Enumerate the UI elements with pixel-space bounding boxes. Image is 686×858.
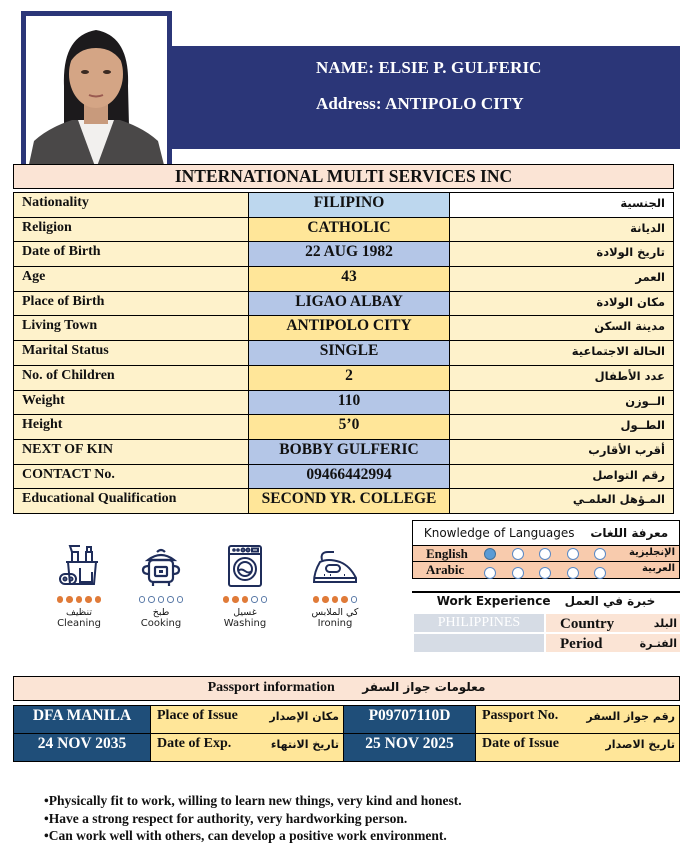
info-label: No. of Children — [14, 365, 249, 390]
info-value: LIGAO ALBAY — [249, 291, 450, 316]
info-label-ar: المـؤهل العلمـي — [450, 489, 674, 514]
passport-row-1 — [14, 706, 680, 734]
work-country-label: Country — [560, 616, 615, 632]
skill-label-ar: طبخ — [152, 607, 170, 618]
work-period-label: Period — [560, 636, 603, 652]
passport-title: Passport information — [207, 680, 335, 695]
passport-table — [13, 705, 680, 762]
date-of-issue-label-cell — [476, 734, 680, 762]
info-row-next-of-kin — [14, 439, 674, 464]
work-experience-title — [412, 592, 680, 610]
info-value: FILIPINO — [249, 193, 450, 218]
work-experience-grid — [414, 614, 680, 654]
place-of-issue-label: Place of Issue — [157, 708, 238, 723]
date-of-exp-label-cell — [151, 734, 344, 762]
skill-cleaning — [39, 540, 119, 630]
passport-header — [13, 676, 680, 701]
info-label-ar: الــوزن — [450, 390, 674, 415]
languages-title-ar: معرفة اللغات — [590, 526, 669, 540]
info-label-ar: الطــول — [450, 415, 674, 440]
language-rating — [484, 567, 606, 579]
info-row-nationality — [14, 193, 674, 218]
work-title-en: Work Experience — [436, 594, 551, 608]
info-value: 2 — [249, 365, 450, 390]
info-label-ar: الجنسية — [450, 193, 674, 218]
language-label-ar: الإنجليزية — [628, 547, 675, 558]
date-of-exp-label-ar: تاريخ الانتهاء — [270, 738, 339, 751]
info-row-religion — [14, 217, 674, 242]
work-country-label-ar: البلد — [653, 617, 677, 630]
info-value: SECOND YR. COLLEGE — [249, 489, 450, 514]
date-of-issue-label: Date of Issue — [482, 736, 559, 751]
skill-ironing — [295, 540, 375, 630]
info-label: Educational Qualification — [14, 489, 249, 514]
personal-info-table — [13, 192, 674, 514]
info-label-ar: مدينة السكن — [450, 316, 674, 341]
info-label: Height — [14, 415, 249, 440]
skill-label-ar: تنظيف — [65, 607, 92, 618]
info-label-ar: رقم التواصل — [450, 464, 674, 489]
info-label-ar: عدد الأطفال — [450, 365, 674, 390]
header-banner — [171, 46, 680, 149]
work-period-label-ar: الفتـرة — [639, 637, 677, 650]
date-of-exp-value: 24 NOV 2035 — [14, 734, 151, 762]
remark-item: •Physically fit to work, willing to learn new things, very kind and honest. — [44, 793, 462, 808]
skill-label: Ironing — [317, 618, 353, 629]
info-label-ar: الحالة الاجتماعية — [450, 341, 674, 366]
info-label-ar: الديانة — [450, 217, 674, 242]
remarks — [44, 792, 462, 845]
languages-header — [413, 521, 679, 546]
info-row-height — [14, 415, 674, 440]
info-value: ANTIPOLO CITY — [249, 316, 450, 341]
info-value: 110 — [249, 390, 450, 415]
language-row-arabic — [413, 562, 679, 578]
work-row-period — [414, 634, 680, 652]
info-label: Weight — [14, 390, 249, 415]
rating-dots — [295, 596, 375, 604]
cleaning-icon — [39, 540, 119, 588]
remark-item: •Have a strong respect for authority, very hardworking person. — [44, 810, 408, 826]
language-label-ar: العربية — [642, 563, 675, 574]
info-row-date-of-birth — [14, 242, 674, 267]
skill-label: Cleaning — [57, 618, 101, 629]
passport-row-2 — [14, 734, 680, 762]
remark-item: •Can work well with others, can develop a positive work environment. — [44, 828, 447, 843]
info-label: Nationality — [14, 193, 249, 218]
person-photo-icon — [26, 16, 167, 164]
language-row-english — [413, 546, 679, 562]
languages-box — [412, 520, 680, 579]
date-of-issue-label-ar: تاريخ الاصدار — [605, 738, 675, 751]
info-value: 5’0 — [249, 415, 450, 440]
washing-machine-icon — [205, 540, 285, 588]
skill-label: Cooking — [140, 618, 182, 629]
rating-dots — [205, 596, 285, 604]
info-value: SINGLE — [249, 341, 450, 366]
info-row-age — [14, 267, 674, 292]
place-of-issue-label-cell — [151, 706, 344, 734]
info-value: 43 — [249, 267, 450, 292]
language-label: Arabic — [426, 562, 465, 577]
passport-no-label-cell — [476, 706, 680, 734]
info-label: NEXT OF KIN — [14, 439, 249, 464]
iron-icon — [295, 540, 375, 588]
work-country-value: PHILIPPINES — [414, 614, 544, 632]
info-label: Living Town — [14, 316, 249, 341]
candidate-name: NAME: ELSIE P. GULFERIC — [316, 58, 542, 77]
info-value: 09466442994 — [249, 464, 450, 489]
work-period-label-cell — [546, 634, 680, 652]
date-of-exp-label: Date of Exp. — [157, 736, 232, 751]
place-of-issue-value: DFA MANILA — [14, 706, 151, 734]
language-rating — [484, 548, 606, 560]
work-row-country — [414, 614, 680, 632]
info-label-ar: مكان الولادة — [450, 291, 674, 316]
info-label: CONTACT No. — [14, 464, 249, 489]
info-label: Date of Birth — [14, 242, 249, 267]
info-row-place-of-birth — [14, 291, 674, 316]
work-period-value — [414, 634, 544, 652]
rating-dots — [121, 596, 201, 604]
info-label: Place of Birth — [14, 291, 249, 316]
info-value: BOBBY GULFERIC — [249, 439, 450, 464]
info-label: Religion — [14, 217, 249, 242]
info-row-marital-status — [14, 341, 674, 366]
profile-photo — [21, 11, 172, 164]
skill-label-ar: غسيل — [233, 607, 257, 618]
info-label-ar: تاريخ الولادة — [450, 242, 674, 267]
info-label-ar: أقرب الأقارب — [450, 439, 674, 464]
passport-title-ar: معلومات جواز السفر — [362, 680, 486, 694]
info-label-ar: العمر — [450, 267, 674, 292]
work-title-ar: خبرة في العمل — [564, 594, 656, 608]
info-row-children — [14, 365, 674, 390]
work-country-label-cell — [546, 614, 680, 632]
info-value: 22 AUG 1982 — [249, 242, 450, 267]
skill-label-ar: كي الملابس — [311, 607, 359, 618]
passport-no-label: Passport No. — [482, 708, 559, 723]
skill-washing — [205, 540, 285, 630]
passport-no-value: P09707110D — [344, 706, 476, 734]
company-name: INTERNATIONAL MULTI SERVICES INC — [13, 164, 674, 189]
info-row-living-town — [14, 316, 674, 341]
passport-no-label-ar: رقم جواز السفر — [586, 710, 675, 723]
skill-cooking — [121, 540, 201, 630]
place-of-issue-label-ar: مكان الإصدار — [269, 710, 339, 723]
info-row-education — [14, 489, 674, 514]
info-value: CATHOLIC — [249, 217, 450, 242]
languages-title: Knowledge of Languages — [423, 526, 575, 540]
info-row-contact — [14, 464, 674, 489]
info-row-weight — [14, 390, 674, 415]
cooking-icon — [121, 540, 201, 588]
candidate-address: Address: ANTIPOLO CITY — [316, 94, 524, 113]
skill-label: Washing — [223, 618, 267, 629]
date-of-issue-value: 25 NOV 2025 — [344, 734, 476, 762]
rating-dots — [39, 596, 119, 604]
info-label: Age — [14, 267, 249, 292]
info-label: Marital Status — [14, 341, 249, 366]
language-label: English — [426, 546, 468, 561]
